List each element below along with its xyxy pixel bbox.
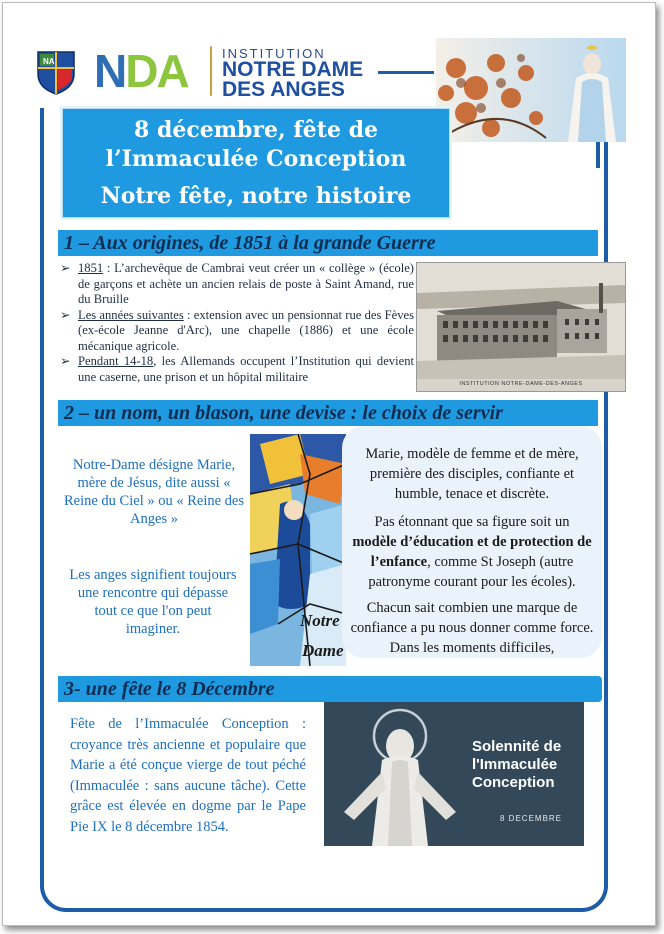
bullet-marker: ➢ bbox=[60, 261, 71, 275]
logo-letter-a: A bbox=[156, 45, 188, 97]
bullet-pendant-14-18 bbox=[58, 354, 414, 385]
logo-divider bbox=[210, 46, 212, 96]
title-banner bbox=[62, 108, 450, 218]
svg-text:NA: NA bbox=[43, 57, 55, 66]
bullet-1851 bbox=[58, 261, 414, 308]
coat-of-arms-logo bbox=[36, 50, 76, 96]
section2-heading: 2 – un nom, un blason, une devise : le choix de servir bbox=[64, 402, 503, 424]
bullet-term: Les années suivantes bbox=[78, 307, 184, 322]
engraving-caption: INSTITUTION NOTRE-DAME-DES-ANGES bbox=[459, 381, 583, 387]
bubble-paragraph-2 bbox=[352, 512, 592, 592]
stained-glass-word-2: Dame bbox=[302, 641, 344, 660]
mary-quote-bubble bbox=[342, 426, 602, 658]
bullet-text: : extension avec un pensionnat rue des Fèves (ex-école Jeanne d'Arc), une chapelle (1886) et une école mécanique agricole. bbox=[78, 307, 414, 353]
section2-left-para2: Les anges signifient toujours une rencontre qui dépasse tout ce que l'on peut imaginer. bbox=[69, 567, 237, 637]
bullet-term: 1851 bbox=[78, 261, 104, 275]
section2-left-para1: Notre-Dame désigne Marie, mère de Jésus, dite aussi « Reine du Ciel » ou « Reine des Anges » bbox=[63, 457, 244, 527]
bubble-p2-end: , comme St Joseph (autre patronyme courant pour les écoles). bbox=[368, 554, 576, 590]
section3-text: Fête de l’Immaculée Conception : croyance très ancienne et populaire que Marie a été conçue vierge de tout péché (Immaculée : sans aucune tâche). Cette grâce est élevée en dogme par le Pape Pie IX le 8 décembre 1854. bbox=[70, 716, 306, 835]
poster-date: 8 DECEMBRE bbox=[500, 814, 563, 823]
institution-name-line2: DES ANGES bbox=[222, 78, 345, 101]
institution-label: INSTITUTION bbox=[222, 46, 326, 61]
bullet-text: : L’archevêque de Cambrai veut créer un « collège » (école) de garçons et achète un ancien relais de poste à Saint Amand, rue du Bruille bbox=[78, 261, 414, 306]
bullet-annees-suivantes bbox=[58, 308, 414, 355]
title-line-1: 8 décembre, fête de bbox=[134, 117, 378, 143]
bullet-marker: ➢ bbox=[60, 307, 71, 322]
logo-letter-n: N bbox=[94, 45, 126, 97]
stained-glass-image bbox=[250, 434, 346, 666]
poster-title-line2: l'Immaculée bbox=[472, 756, 558, 773]
title-line-2: l’Immaculée Conception bbox=[105, 146, 407, 172]
poster-title-line3: Conception bbox=[472, 774, 555, 791]
section1-bullets bbox=[58, 261, 414, 385]
logo-letter-d: D bbox=[125, 45, 157, 97]
title-line-3: Notre fête, notre histoire bbox=[100, 183, 412, 209]
bubble-paragraph-3: Chacun sait combien une marque de confiance a pu nous donner comme force. Dans les moments difficiles, bbox=[350, 600, 594, 656]
nda-logo bbox=[94, 44, 188, 98]
poster-title-line1: Solennité de bbox=[472, 738, 562, 755]
stained-glass-word-1: Notre bbox=[300, 611, 340, 630]
bullet-marker: ➢ bbox=[60, 354, 71, 368]
bullet-term: Pendant 14-18 bbox=[78, 354, 154, 368]
bubble-p2-bold: modèle d’éducation et de protection de l’enfance bbox=[352, 534, 592, 570]
bullet-text: , les Allemands occupent l’Institution qui devient une caserne, une prison et un hôpital militaire bbox=[78, 354, 414, 384]
institution-engraving bbox=[416, 262, 626, 392]
section1-heading: 1 – Aux origines, de 1851 à la grande Guerre bbox=[64, 232, 436, 254]
bubble-p2-start: Pas étonnant que sa figure soit un bbox=[374, 514, 570, 530]
institution-name-line1: NOTRE DAME bbox=[222, 58, 364, 81]
madonna-photo bbox=[436, 38, 626, 142]
immaculate-conception-poster bbox=[324, 702, 584, 846]
bubble-paragraph-1: Marie, modèle de femme et de mère, première des disciples, confiante et humble, tenace et discrète. bbox=[365, 446, 579, 502]
header-rule bbox=[378, 71, 434, 74]
section3-heading: 3- une fête le 8 Décembre bbox=[64, 678, 275, 700]
